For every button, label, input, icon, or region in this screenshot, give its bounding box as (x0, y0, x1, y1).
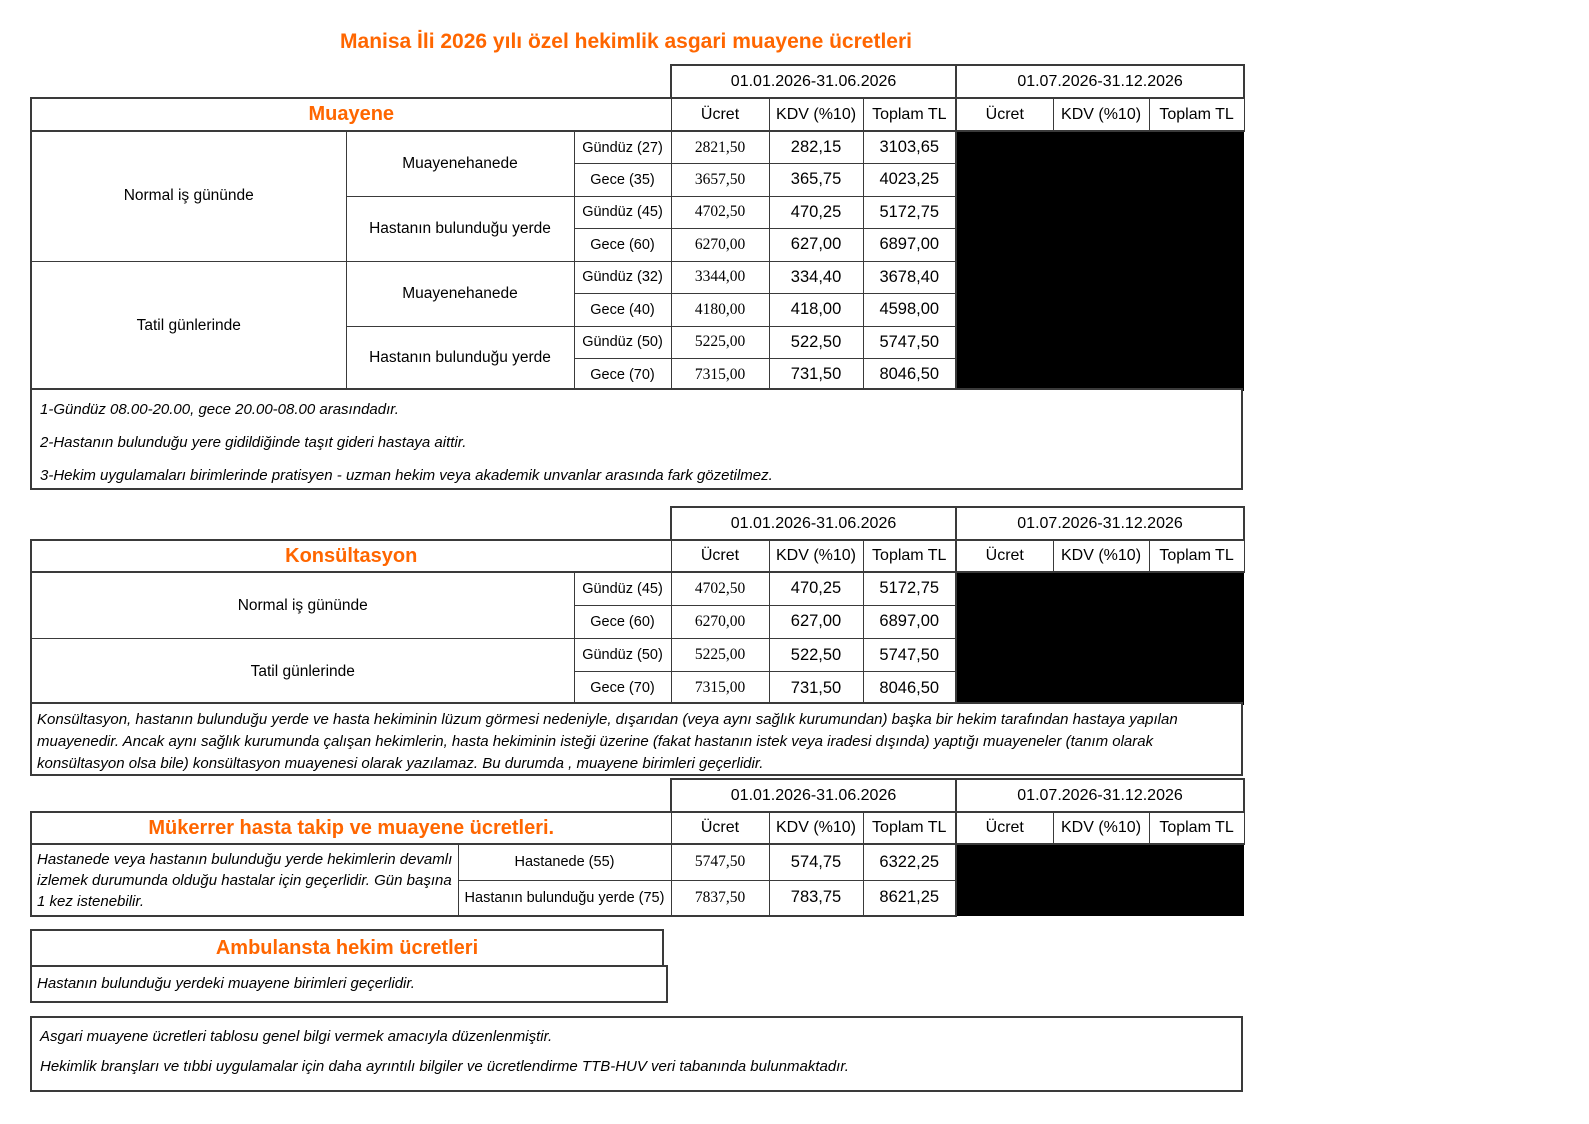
toplam-value: 4023,25 (863, 164, 956, 197)
ucret-value: 5747,50 (671, 844, 769, 880)
empty-corner (31, 507, 671, 540)
col-header-ucret-2: Ücret (956, 98, 1053, 131)
toplam-value: 5747,50 (863, 639, 956, 672)
mukerrer-description: Hastanede veya hastanın bulunduğu yerde hekimlerin devamlı izlemek durumunda olduğu hastalar için geçerlidir. Gün başına 1 kez istenebilir. (31, 844, 458, 916)
ambulans-title-box (30, 929, 664, 967)
empty-corner (31, 779, 671, 812)
kdv-value: 731,50 (769, 672, 863, 705)
note-line: 2-Hastanın bulunduğu yere gidildiğinde taşıt gideri hastaya aittir. (40, 434, 467, 451)
ucret-value: 4180,00 (671, 294, 769, 327)
section-title-ambulans: Ambulansta hekim ücretleri (215, 937, 479, 959)
time-label: Gece (70) (574, 359, 671, 392)
ucret-value: 2821,50 (671, 131, 769, 164)
ucret-value: 4702,50 (671, 196, 769, 229)
kdv-value: 522,50 (769, 326, 863, 359)
time-label: Gündüz (32) (574, 261, 671, 294)
redacted-region (956, 844, 1244, 916)
note-line: Asgari muayene ücretleri tablosu genel bilgi vermek amacıyla düzenlenmiştir. (40, 1028, 553, 1045)
period-2-header: 01.07.2026-31.12.2026 (956, 65, 1244, 98)
toplam-value: 6897,00 (863, 229, 956, 262)
period-header-row (31, 507, 1244, 540)
toplam-value: 3103,65 (863, 131, 956, 164)
section-title-muayene: Muayene (31, 98, 671, 131)
time-label: Gündüz (27) (574, 131, 671, 164)
col-header-ucret: Ücret (671, 812, 769, 844)
toplam-value: 8621,25 (863, 880, 956, 916)
time-label: Gece (40) (574, 294, 671, 327)
ucret-value: 3344,00 (671, 261, 769, 294)
kdv-value: 731,50 (769, 359, 863, 392)
col-header-toplam: Toplam TL (863, 812, 956, 844)
toplam-value: 6322,25 (863, 844, 956, 880)
konsultasyon-note-text: Konsültasyon, hastanın bulunduğu yerde ve hasta hekiminin lüzum görmesi nedeniyle, dışarıdan (veya aynı sağlık kurumundan) başka bir hekim tarafından hastaya yapılan muayenedir. Ancak aynı sağlık kurumunda çalışan hekimlerin, hasta hekiminin isteği üzerine (fakat hastanın istek veya iradesi dışında) yaptığı muayeneler (tanım olarak konsültasyon olsa bile) konsültasyon muayenesi olarak yazılamaz. Bu durumda , muayene birimleri geçerlidir. (37, 711, 1178, 772)
col-header-toplam-2: Toplam TL (1149, 98, 1244, 131)
column-header-row (31, 812, 1244, 844)
place-label: Hastanın bulunduğu yerde (346, 196, 574, 261)
redacted-region (956, 131, 1244, 391)
col-header-toplam-2: Toplam TL (1149, 540, 1244, 572)
col-header-toplam: Toplam TL (863, 540, 956, 572)
time-label: Gece (60) (574, 605, 671, 638)
ambulans-note-text: Hastanın bulunduğu yerdeki muayene birimleri geçerlidir. (37, 975, 415, 992)
ucret-value: 6270,00 (671, 229, 769, 262)
section-title-mukerrer: Mükerrer hasta takip ve muayene ücretleri. (31, 812, 671, 844)
group-label: Tatil günlerinde (31, 639, 574, 706)
empty-corner (31, 65, 671, 98)
kdv-value: 470,25 (769, 196, 863, 229)
toplam-value: 6897,00 (863, 605, 956, 638)
col-header-ucret-2: Ücret (956, 540, 1053, 572)
group-label: Tatil günlerinde (31, 261, 346, 391)
section-title-konsultasyon: Konsültasyon (31, 540, 671, 572)
ambulans-note-box (30, 965, 668, 1003)
konsultasyon-table (30, 506, 1245, 706)
time-label: Gece (35) (574, 164, 671, 197)
kdv-value: 574,75 (769, 844, 863, 880)
kdv-value: 418,00 (769, 294, 863, 327)
note-line: 1-Gündüz 08.00-20.00, gece 20.00-08.00 arasındadır. (40, 401, 399, 418)
ucret-value: 5225,00 (671, 326, 769, 359)
period-1-header: 01.01.2026-31.06.2026 (671, 65, 956, 98)
ucret-value: 7837,50 (671, 880, 769, 916)
kdv-value: 627,00 (769, 229, 863, 262)
toplam-value: 5172,75 (863, 196, 956, 229)
kdv-value: 334,40 (769, 261, 863, 294)
col-header-toplam-2: Toplam TL (1149, 812, 1244, 844)
kdv-value: 522,50 (769, 639, 863, 672)
kdv-value: 627,00 (769, 605, 863, 638)
footer-notes-box (30, 1016, 1243, 1092)
ucret-value: 7315,00 (671, 359, 769, 392)
col-header-kdv: KDV (%10) (769, 812, 863, 844)
note-line: Hekimlik branşları ve tıbbi uygulamalar için daha ayrıntılı bilgiler ve ücretlendirme TTB-HUV veri tabanında bulunmaktadır. (40, 1058, 849, 1075)
konsultasyon-note-box (30, 702, 1243, 776)
toplam-value: 5172,75 (863, 572, 956, 605)
time-label: Gece (60) (574, 229, 671, 262)
ucret-value: 7315,00 (671, 672, 769, 705)
ucret-value: 6270,00 (671, 605, 769, 638)
ucret-value: 5225,00 (671, 639, 769, 672)
col-header-kdv-2: KDV (%10) (1053, 812, 1149, 844)
col-header-ucret-2: Ücret (956, 812, 1053, 844)
table-row (31, 572, 1244, 605)
page-title: Manisa İli 2026 yılı özel hekimlik asgari muayene ücretleri (340, 30, 912, 53)
place-label: Muayenehanede (346, 261, 574, 326)
col-header-ucret: Ücret (671, 98, 769, 131)
place-label: Hastanın bulunduğu yerde (346, 326, 574, 391)
period-1-header: 01.01.2026-31.06.2026 (671, 507, 956, 540)
toplam-value: 5747,50 (863, 326, 956, 359)
col-header-toplam: Toplam TL (863, 98, 956, 131)
time-label: Gündüz (45) (574, 196, 671, 229)
note-line: 3-Hekim uygulamaları birimlerinde pratisyen - uzman hekim veya akademik unvanlar arasında fark gözetilmez. (40, 467, 773, 484)
period-2-header: 01.07.2026-31.12.2026 (956, 507, 1244, 540)
group-label: Normal iş gününde (31, 131, 346, 261)
period-header-row (31, 65, 1244, 98)
group-label: Normal iş gününde (31, 572, 574, 639)
time-label: Gündüz (50) (574, 639, 671, 672)
period-2-header: 01.07.2026-31.12.2026 (956, 779, 1244, 812)
toplam-value: 8046,50 (863, 359, 956, 392)
place-label: Hastanede (55) (458, 844, 671, 880)
ucret-value: 3657,50 (671, 164, 769, 197)
col-header-ucret: Ücret (671, 540, 769, 572)
mukerrer-table (30, 778, 1245, 917)
muayene-table (30, 64, 1245, 392)
toplam-value: 8046,50 (863, 672, 956, 705)
muayene-notes-box (30, 388, 1243, 490)
col-header-kdv: KDV (%10) (769, 540, 863, 572)
col-header-kdv-2: KDV (%10) (1053, 540, 1149, 572)
kdv-value: 282,15 (769, 131, 863, 164)
kdv-value: 470,25 (769, 572, 863, 605)
column-header-row (31, 540, 1244, 572)
toplam-value: 4598,00 (863, 294, 956, 327)
place-label: Muayenehanede (346, 131, 574, 196)
kdv-value: 365,75 (769, 164, 863, 197)
place-label: Hastanın bulunduğu yerde (75) (458, 880, 671, 916)
table-row (31, 131, 1244, 164)
col-header-kdv-2: KDV (%10) (1053, 98, 1149, 131)
time-label: Gündüz (45) (574, 572, 671, 605)
toplam-value: 3678,40 (863, 261, 956, 294)
kdv-value: 783,75 (769, 880, 863, 916)
column-header-row (31, 98, 1244, 131)
ucret-value: 4702,50 (671, 572, 769, 605)
time-label: Gündüz (50) (574, 326, 671, 359)
period-1-header: 01.01.2026-31.06.2026 (671, 779, 956, 812)
table-row (31, 844, 1244, 880)
col-header-kdv: KDV (%10) (769, 98, 863, 131)
redacted-region (956, 572, 1244, 705)
time-label: Gece (70) (574, 672, 671, 705)
period-header-row (31, 779, 1244, 812)
